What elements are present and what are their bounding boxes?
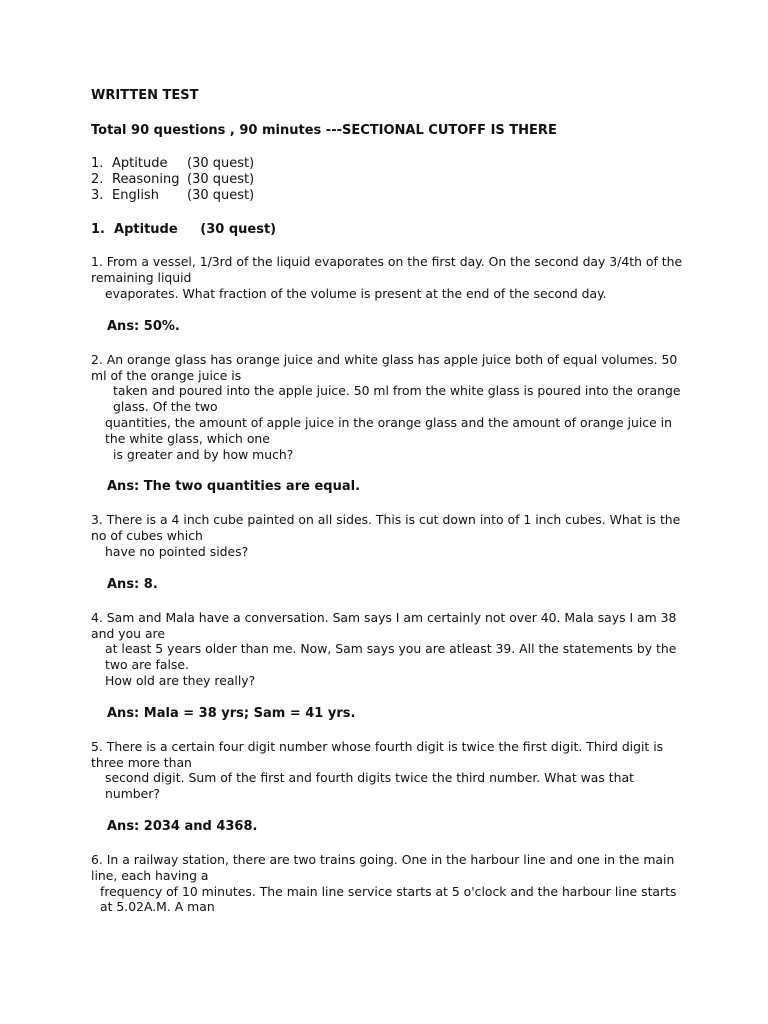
cutoff-note: ---SECTIONAL CUTOFF IS THERE	[325, 123, 557, 138]
question-text: is greater and by how much?	[113, 446, 294, 462]
section-name: Aptitude	[112, 156, 168, 171]
section-list-item	[91, 156, 691, 172]
question-6	[91, 852, 691, 915]
question-text: 3. There is a 4 inch cube painted on all sides. This is cut down into of 1 inch cubes. What is the no of cubes which	[91, 512, 681, 544]
section-list	[91, 156, 691, 203]
question-text: have no pointed sides?	[105, 543, 249, 559]
answer-2: Ans: The two quantities are equal.	[107, 479, 361, 495]
document-body	[91, 88, 691, 915]
question-text: second digit. Sum of the first and fourth digits twice the third number. What was that number?	[105, 770, 634, 802]
section-list-item	[91, 172, 691, 188]
section-count: (30 quest)	[187, 187, 255, 203]
question-text: frequency of 10 minutes. The main line service starts at 5 o'clock and the harbour line starts at 5.02A.M. A man	[100, 883, 677, 915]
answer-1: Ans: 50%.	[107, 318, 180, 334]
question-text: 2. An orange glass has orange juice and white glass has apple juice both of equal volumes. 50 ml of the orange juice is	[91, 351, 678, 383]
question-text: 6. In a railway station, there are two trains going. One in the harbour line and one in the main line, each having a	[91, 851, 675, 883]
question-text: How old are they really?	[105, 672, 256, 688]
question-5	[91, 739, 691, 802]
question-3	[91, 512, 691, 559]
section-count: (30 quest)	[187, 156, 255, 171]
question-text: taken and poured into the apple juice. 50 ml from the white glass is poured into the orange glass. Of the two	[113, 383, 681, 415]
question-text: 4. Sam and Mala have a conversation. Sam says I am certainly not over 40. Mala says I am 38 and you are	[91, 609, 677, 641]
section-number: 2.	[91, 171, 104, 187]
question-2	[91, 352, 691, 463]
question-text: 1. From a vessel, 1/3rd of the liquid evaporates on the first day. On the second day 3/4th of the remaining liquid	[91, 254, 683, 286]
question-text: evaporates. What fraction of the volume is present at the end of the second day.	[105, 285, 607, 301]
section-name: English	[112, 187, 159, 203]
document-title: WRITTEN TEST	[91, 88, 199, 103]
question-text: 5. There is a certain four digit number whose fourth digit is twice the first digit. Third digit is three more than	[91, 738, 664, 770]
question-4	[91, 610, 691, 689]
section-heading: 1. Aptitude (30 quest)	[91, 222, 277, 238]
question-text: at least 5 years older than me. Now, Sam says you are atleast 39. All the statements by the two are false.	[105, 641, 677, 673]
section-name: Reasoning	[112, 171, 180, 187]
section-list-item	[91, 188, 691, 204]
question-1	[91, 254, 691, 301]
answer-4: Ans: Mala = 38 yrs; Sam = 41 yrs.	[107, 705, 356, 721]
test-summary	[91, 123, 691, 139]
section-number: 3.	[91, 187, 104, 203]
summary-line: Total 90 questions , 90 minutes	[91, 123, 322, 138]
question-text: quantities, the amount of apple juice in the orange glass and the amount of orange juice in the white glass, which one	[105, 414, 672, 446]
answer-3: Ans: 8.	[107, 576, 158, 592]
section-number: 1.	[91, 156, 104, 171]
answer-5: Ans: 2034 and 4368.	[107, 818, 258, 834]
section-count: (30 quest)	[187, 171, 255, 187]
